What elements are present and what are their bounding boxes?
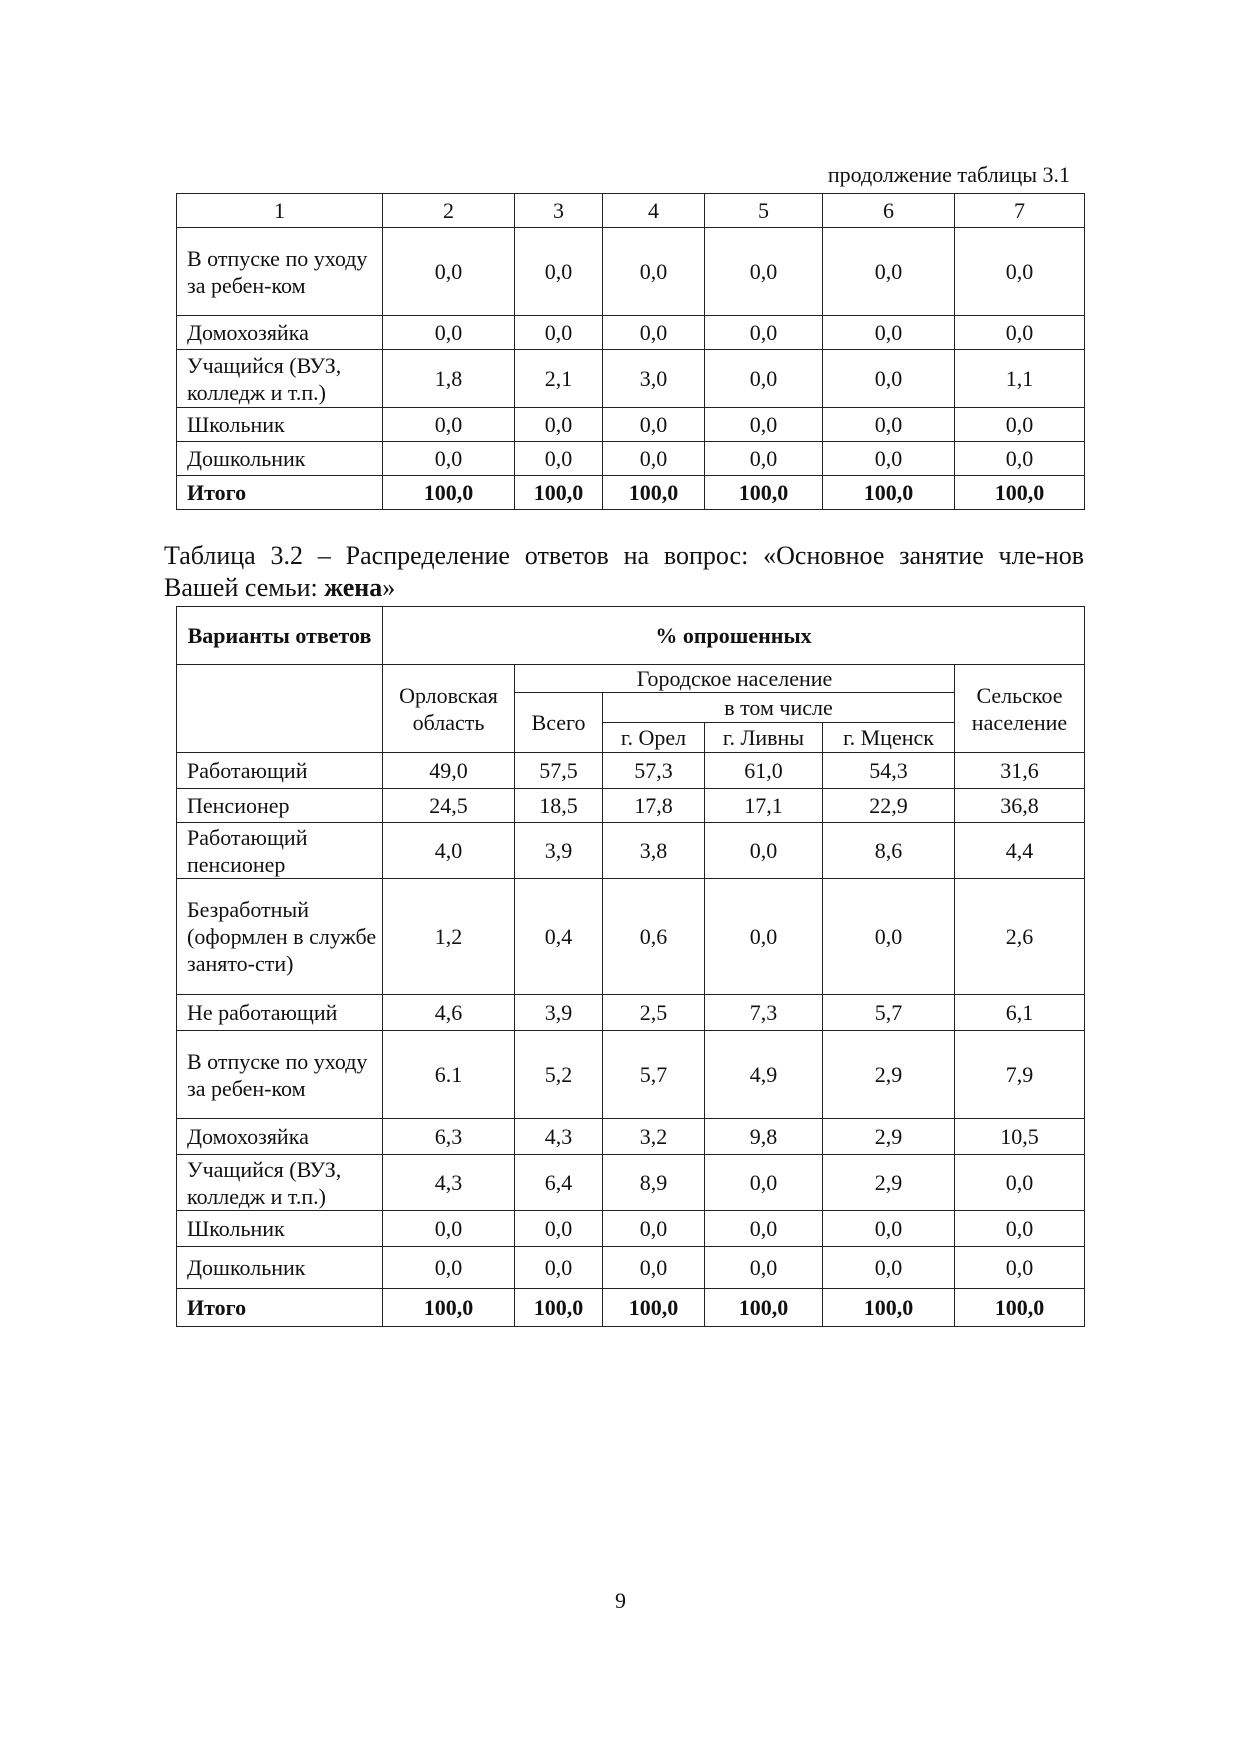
table-cell: 24,5 <box>383 789 515 823</box>
total-label: Итого <box>177 1289 383 1327</box>
row-label: Работающий пенсионер <box>177 823 383 879</box>
table-header-row <box>177 607 1085 665</box>
row-label: Учащийся (ВУЗ, колледж и т.п.) <box>177 350 383 408</box>
header-variants: Варианты ответов <box>177 607 383 665</box>
table-cell: 36,8 <box>955 789 1085 823</box>
table-cell: 0,0 <box>383 228 515 316</box>
table-cell: 0,0 <box>515 1247 603 1289</box>
table-cell: 57,3 <box>603 753 705 789</box>
column-number: 6 <box>823 194 955 228</box>
table-cell: 0,0 <box>515 442 603 476</box>
header-empty-cell <box>177 665 383 753</box>
table-cell: 0,0 <box>515 408 603 442</box>
table-cell: 18,5 <box>515 789 603 823</box>
table-cell: 0,0 <box>383 1247 515 1289</box>
table-cell: 0,0 <box>705 1155 823 1211</box>
table-cell: 2,6 <box>955 879 1085 995</box>
table-cell: 0,0 <box>955 442 1085 476</box>
table-cell: 0,0 <box>705 1211 823 1247</box>
table-cell: 0,0 <box>955 316 1085 350</box>
table-cell: 2,1 <box>515 350 603 408</box>
table-cell: 0,0 <box>705 316 823 350</box>
table-cell: 2,5 <box>603 995 705 1031</box>
table-cell: 4,9 <box>705 1031 823 1119</box>
row-label: Дошкольник <box>177 1247 383 1289</box>
table-row <box>177 442 1085 476</box>
table-row <box>177 1211 1085 1247</box>
table-cell: 3,2 <box>603 1119 705 1155</box>
table-row <box>177 753 1085 789</box>
table-3-2-caption <box>164 540 1084 604</box>
total-cell: 100,0 <box>383 1289 515 1327</box>
table-cell: 22,9 <box>823 789 955 823</box>
table-cell: 49,0 <box>383 753 515 789</box>
table-cell: 3,9 <box>515 995 603 1031</box>
table-row <box>177 228 1085 316</box>
header-livny: г. Ливны <box>705 723 823 753</box>
table-cell: 9,8 <box>705 1119 823 1155</box>
table-cell: 3,8 <box>603 823 705 879</box>
table-cell: 6,1 <box>955 995 1085 1031</box>
table-row <box>177 1247 1085 1289</box>
table-cell: 0,0 <box>823 408 955 442</box>
table-cell: 2,9 <box>823 1031 955 1119</box>
row-label: Школьник <box>177 1211 383 1247</box>
table-cell: 0,0 <box>705 228 823 316</box>
table-cell: 4,0 <box>383 823 515 879</box>
total-cell: 100,0 <box>603 476 705 510</box>
table-header-row <box>177 665 1085 693</box>
table-header-row <box>177 194 1085 228</box>
table-cell: 0,0 <box>603 316 705 350</box>
total-cell: 100,0 <box>955 1289 1085 1327</box>
page-number: 9 <box>615 1588 626 1613</box>
table-row <box>177 350 1085 408</box>
header-urban-population: Городское население <box>515 665 955 693</box>
table-cell: 0,0 <box>823 879 955 995</box>
total-cell: 100,0 <box>823 476 955 510</box>
table-cell: 0,0 <box>823 316 955 350</box>
total-cell: 100,0 <box>823 1289 955 1327</box>
row-label: В отпуске по уходу за ребен-ком <box>177 228 383 316</box>
table-cell: 17,8 <box>603 789 705 823</box>
table-cell: 5,2 <box>515 1031 603 1119</box>
table-cell: 0,6 <box>603 879 705 995</box>
table-cell: 0,0 <box>515 228 603 316</box>
table-cell: 0,0 <box>955 228 1085 316</box>
header-urban-total: Всего <box>515 693 603 753</box>
column-number: 7 <box>955 194 1085 228</box>
row-label: Учащийся (ВУЗ, колледж и т.п.) <box>177 1155 383 1211</box>
row-label: Не работающий <box>177 995 383 1031</box>
table-cell: 0,0 <box>603 1247 705 1289</box>
row-label: Безработный (оформлен в службе занято-сти) <box>177 879 383 995</box>
table-cell: 1,2 <box>383 879 515 995</box>
total-cell: 100,0 <box>603 1289 705 1327</box>
row-label: Домохозяйка <box>177 1119 383 1155</box>
caption-bold-word: жена <box>324 573 383 602</box>
row-label: В отпуске по уходу за ребен-ком <box>177 1031 383 1119</box>
header-including: в том числе <box>603 693 955 723</box>
table-cell: 6,4 <box>515 1155 603 1211</box>
table-row <box>177 1119 1085 1155</box>
table-cell: 0,0 <box>823 350 955 408</box>
table-row <box>177 316 1085 350</box>
table-cell: 4,3 <box>383 1155 515 1211</box>
table-cell: 0,0 <box>705 823 823 879</box>
table-cell: 0,0 <box>515 1211 603 1247</box>
caption-text: Таблица 3.2 – Распределение ответов на вопрос: «Основное занятие чле-нов Вашей семьи: <box>164 541 1084 602</box>
row-label: Дошкольник <box>177 442 383 476</box>
table-cell: 0,0 <box>823 1211 955 1247</box>
table-cell: 2,9 <box>823 1155 955 1211</box>
column-number: 1 <box>177 194 383 228</box>
table-row <box>177 408 1085 442</box>
table-cell: 6,3 <box>383 1119 515 1155</box>
table-cell: 7,9 <box>955 1031 1085 1119</box>
table-cell: 10,5 <box>955 1119 1085 1155</box>
table-cell: 61,0 <box>705 753 823 789</box>
total-cell: 100,0 <box>705 476 823 510</box>
table-row <box>177 789 1085 823</box>
total-cell: 100,0 <box>383 476 515 510</box>
header-percent-respondents: % опрошенных <box>383 607 1085 665</box>
table-3-1-continuation <box>176 193 1085 510</box>
header-rural-population: Сельское население <box>955 665 1085 753</box>
table-cell: 31,6 <box>955 753 1085 789</box>
table-cell: 0,0 <box>383 316 515 350</box>
table-cell: 0,0 <box>705 350 823 408</box>
table-cell: 4,3 <box>515 1119 603 1155</box>
total-cell: 100,0 <box>955 476 1085 510</box>
table-cell: 0,0 <box>383 1211 515 1247</box>
table-cell: 1,8 <box>383 350 515 408</box>
table-cell: 0,0 <box>603 442 705 476</box>
table-continuation-note: продолжение таблицы 3.1 <box>827 162 1070 187</box>
table-3-2 <box>176 606 1085 1327</box>
table-row <box>177 995 1085 1031</box>
total-cell: 100,0 <box>515 1289 603 1327</box>
table-cell: 0,0 <box>823 228 955 316</box>
table-row <box>177 1155 1085 1211</box>
table-cell: 0,0 <box>705 1247 823 1289</box>
table-cell: 0,0 <box>705 442 823 476</box>
table-cell: 4,6 <box>383 995 515 1031</box>
table-row <box>177 823 1085 879</box>
table-row <box>177 879 1085 995</box>
table-cell: 0,0 <box>705 408 823 442</box>
table-cell: 3,9 <box>515 823 603 879</box>
table-cell: 4,4 <box>955 823 1085 879</box>
total-row <box>177 1289 1085 1327</box>
column-number: 2 <box>383 194 515 228</box>
table-cell: 0,0 <box>515 316 603 350</box>
table-cell: 0,0 <box>955 1211 1085 1247</box>
table-cell: 3,0 <box>603 350 705 408</box>
table-cell: 8,9 <box>603 1155 705 1211</box>
row-label: Пенсионер <box>177 789 383 823</box>
table-cell: 6.1 <box>383 1031 515 1119</box>
table-cell: 0,0 <box>955 1155 1085 1211</box>
table-cell: 0,0 <box>383 442 515 476</box>
column-number: 4 <box>603 194 705 228</box>
table-cell: 1,1 <box>955 350 1085 408</box>
table-cell: 0,0 <box>383 408 515 442</box>
row-label: Домохозяйка <box>177 316 383 350</box>
table-cell: 5,7 <box>603 1031 705 1119</box>
table-row <box>177 1031 1085 1119</box>
table-cell: 0,0 <box>705 879 823 995</box>
header-mtsensk: г. Мценск <box>823 723 955 753</box>
table-cell: 5,7 <box>823 995 955 1031</box>
table-cell: 0,0 <box>955 408 1085 442</box>
table-cell: 2,9 <box>823 1119 955 1155</box>
row-label: Школьник <box>177 408 383 442</box>
column-number: 5 <box>705 194 823 228</box>
table-cell: 0,0 <box>955 1247 1085 1289</box>
table-cell: 0,0 <box>823 1247 955 1289</box>
header-oblast: Орловская область <box>383 665 515 753</box>
table-cell: 0,4 <box>515 879 603 995</box>
table-cell: 7,3 <box>705 995 823 1031</box>
column-number: 3 <box>515 194 603 228</box>
table-cell: 0,0 <box>603 228 705 316</box>
header-orel: г. Орел <box>603 723 705 753</box>
row-label: Работающий <box>177 753 383 789</box>
table-cell: 57,5 <box>515 753 603 789</box>
total-label: Итого <box>177 476 383 510</box>
table-cell: 17,1 <box>705 789 823 823</box>
table-cell: 0,0 <box>823 442 955 476</box>
total-cell: 100,0 <box>705 1289 823 1327</box>
table-cell: 0,0 <box>603 408 705 442</box>
caption-closing-quote: » <box>382 573 396 602</box>
table-cell: 0,0 <box>603 1211 705 1247</box>
total-cell: 100,0 <box>515 476 603 510</box>
table-cell: 54,3 <box>823 753 955 789</box>
total-row <box>177 476 1085 510</box>
table-cell: 8,6 <box>823 823 955 879</box>
